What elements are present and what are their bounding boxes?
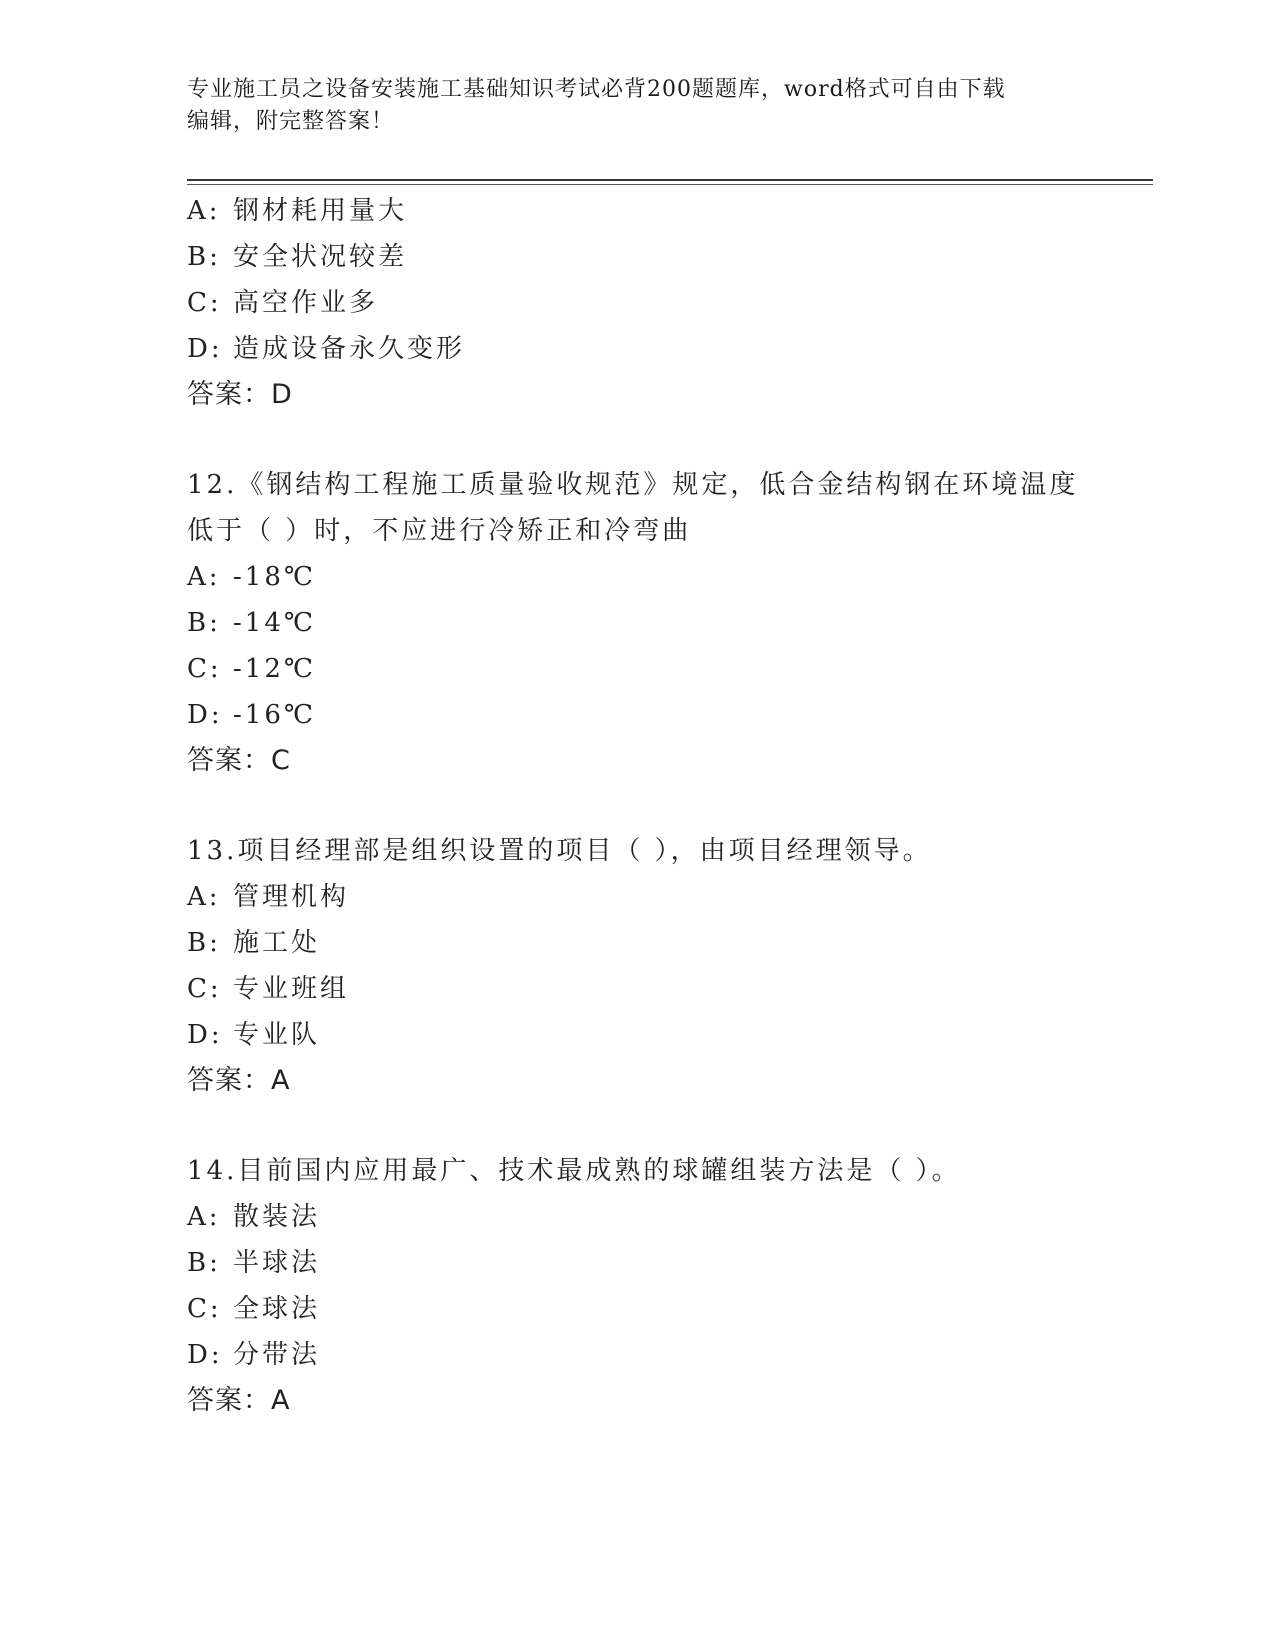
option-text: -18℃ bbox=[233, 562, 316, 592]
question-13 bbox=[187, 828, 1087, 1104]
header-line-2: 编辑，附完整答案！ bbox=[187, 109, 395, 134]
option-letter: D: bbox=[187, 700, 223, 730]
option-letter: D: bbox=[187, 1020, 223, 1050]
option-text: -14℃ bbox=[233, 608, 316, 638]
option-letter: D: bbox=[187, 334, 223, 364]
answer-line: 答案：C bbox=[187, 745, 291, 776]
option-d bbox=[187, 326, 1087, 372]
option-letter: C: bbox=[187, 1294, 222, 1324]
option-c bbox=[187, 1286, 1087, 1332]
option-c bbox=[187, 280, 1087, 326]
option-letter: D: bbox=[187, 1340, 223, 1370]
option-text: 散装法 bbox=[233, 1202, 321, 1232]
option-b bbox=[187, 600, 1087, 646]
option-text: 造成设备永久变形 bbox=[233, 334, 466, 364]
question-12 bbox=[187, 462, 1087, 784]
option-text: 钢材耗用量大 bbox=[233, 196, 408, 226]
option-text: 分带法 bbox=[233, 1340, 321, 1370]
option-letter: A: bbox=[187, 882, 221, 912]
option-c bbox=[187, 966, 1087, 1012]
option-letter: A: bbox=[187, 196, 221, 226]
option-a bbox=[187, 188, 1087, 234]
option-text: 安全状况较差 bbox=[233, 242, 408, 272]
option-text: 全球法 bbox=[233, 1294, 321, 1324]
option-letter: B: bbox=[187, 608, 221, 638]
option-text: 管理机构 bbox=[233, 882, 350, 912]
option-text: -16℃ bbox=[233, 700, 316, 730]
option-b bbox=[187, 1240, 1087, 1286]
option-text: 高空作业多 bbox=[233, 288, 379, 318]
option-text: 半球法 bbox=[233, 1248, 321, 1278]
question-stem-line-1: 14.目前国内应用最广、技术最成熟的球罐组装方法是（ ）。 bbox=[187, 1156, 961, 1186]
question-stem-line-1: 12.《钢结构工程施工质量验收规范》规定，低合金结构钢在环境温度 bbox=[187, 470, 1079, 500]
header-divider-thin bbox=[187, 184, 1153, 185]
option-text: -12℃ bbox=[233, 654, 316, 684]
option-letter: A: bbox=[187, 562, 221, 592]
option-letter: C: bbox=[187, 288, 222, 318]
option-letter: B: bbox=[187, 928, 221, 958]
option-letter: B: bbox=[187, 242, 221, 272]
question-stem-line-2: 低于（ ）时，不应进行冷矫正和冷弯曲 bbox=[187, 516, 692, 546]
option-letter: B: bbox=[187, 1248, 221, 1278]
option-b bbox=[187, 234, 1087, 280]
option-b bbox=[187, 920, 1087, 966]
answer-line: 答案：A bbox=[187, 1385, 291, 1416]
option-letter: C: bbox=[187, 654, 222, 684]
option-a bbox=[187, 554, 1087, 600]
option-d bbox=[187, 1012, 1087, 1058]
answer-line: 答案：D bbox=[187, 379, 293, 410]
question-14 bbox=[187, 1148, 1087, 1424]
document-header bbox=[187, 74, 1067, 138]
option-text: 专业队 bbox=[233, 1020, 321, 1050]
option-d bbox=[187, 1332, 1087, 1378]
option-a bbox=[187, 874, 1087, 920]
answer-line: 答案：A bbox=[187, 1065, 291, 1096]
option-a bbox=[187, 1194, 1087, 1240]
option-c bbox=[187, 646, 1087, 692]
header-line-1: 专业施工员之设备安装施工基础知识考试必背200题题库，word格式可自由下载 bbox=[187, 77, 1006, 102]
option-letter: A: bbox=[187, 1202, 221, 1232]
header-divider-thick bbox=[187, 179, 1153, 181]
option-text: 专业班组 bbox=[233, 974, 350, 1004]
document-body bbox=[187, 188, 1087, 1424]
question-stem-line-1: 13.项目经理部是组织设置的项目（ ），由项目经理领导。 bbox=[187, 836, 932, 866]
question-11-options bbox=[187, 188, 1087, 418]
option-d bbox=[187, 692, 1087, 738]
option-letter: C: bbox=[187, 974, 222, 1004]
option-text: 施工处 bbox=[233, 928, 321, 958]
